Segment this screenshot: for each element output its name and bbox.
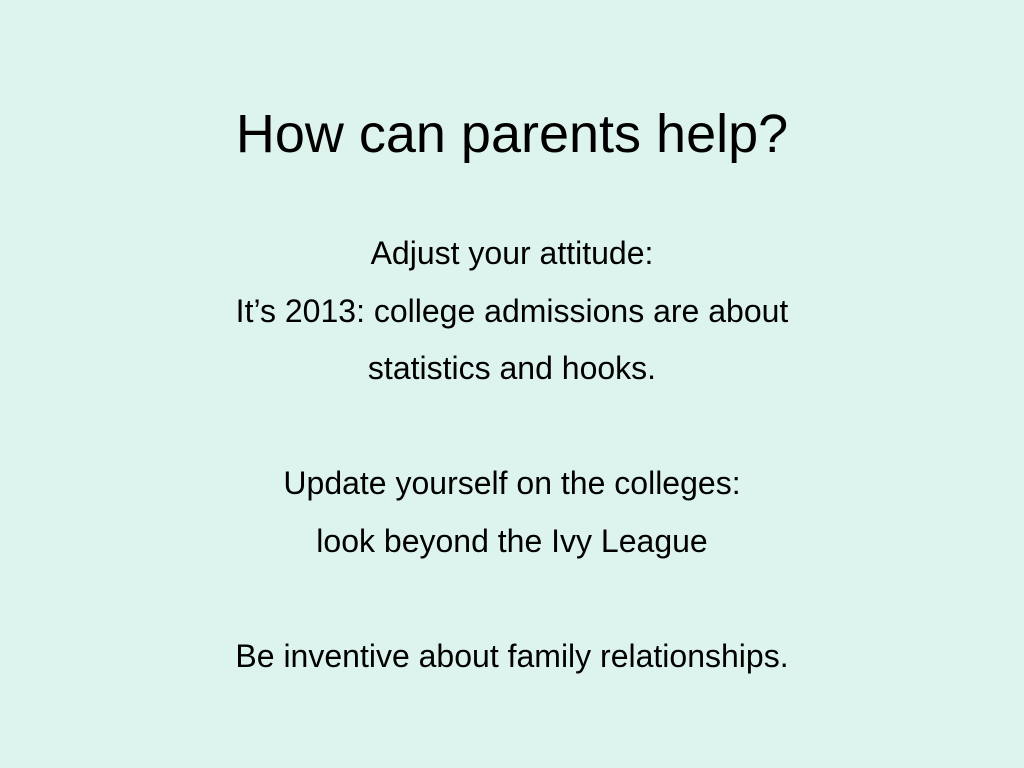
slide-body <box>0 225 1024 685</box>
body-spacer <box>0 398 1024 456</box>
body-line-admissions: It’s 2013: college admissions are about <box>235 292 789 329</box>
body-line-update-colleges: Update yourself on the colleges: <box>283 465 741 501</box>
body-line-family: Be inventive about family relationships. <box>235 637 789 674</box>
slide-title: How can parents help? <box>235 104 789 164</box>
body-line-adjust-attitude: Adjust your attitude: <box>370 235 654 271</box>
body-line-ivy-league: look beyond the Ivy League <box>316 522 708 559</box>
body-spacer <box>0 570 1024 628</box>
body-line-statistics: statistics and hooks. <box>367 350 657 386</box>
